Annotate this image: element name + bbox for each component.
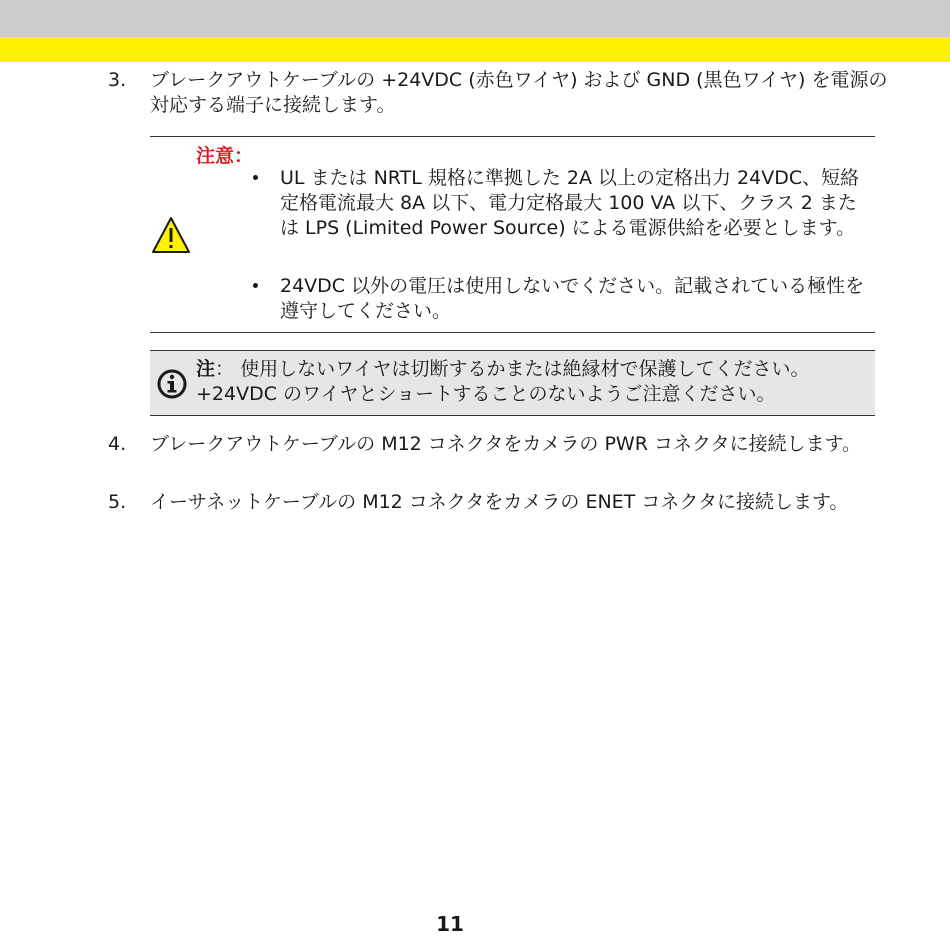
caution-bullet-1: UL または NRTL 規格に準拠した 2A 以上の定格出力 24VDC、短絡定格電流最大 8A 以下、電力定格最大 100 VA 以下、クラス 2 または LPS (Limited Power Source) による電源供給を必要とします。 [280,167,860,239]
step-text: イーサネットケーブルの M12 コネクタをカメラの ENET コネクタに接続します。 [150,491,849,513]
bullet-marker [251,166,261,176]
warning-triangle-icon [151,215,191,255]
caution-bottom-rule [150,332,875,333]
step-number: 5. [108,491,127,513]
page-number: 11 [436,912,464,936]
info-circle-icon [157,369,187,399]
caution-label: 注意： [196,145,254,167]
note-text-block [196,357,866,407]
header-yellow-band [0,37,950,62]
step-text: ブレークアウトケーブルの +24VDC (赤色ワイヤ) および GND (黒色ワイヤ) を電源の対応する端子に接続します。 [150,69,888,116]
bullet-marker [251,274,261,284]
caution-top-rule [150,136,875,137]
step-text: ブレークアウトケーブルの M12 コネクタをカメラの PWR コネクタに接続します。 [150,433,862,455]
note-body: 使用しないワイヤは切断するかまたは絶縁材で保護してください。+24VDC のワイヤとショートすることのないようご注意ください。 [196,358,810,405]
caution-bullet-2: 24VDC 以外の電圧は使用しないでください。記載されている極性を遵守してください。 [280,275,865,322]
step-number: 3. [108,69,127,91]
header-gray-band [0,0,950,37]
note-label: 注 [196,358,216,380]
note-separator: ： [215,358,235,380]
note-box [150,350,875,416]
step-number: 4. [108,433,127,455]
